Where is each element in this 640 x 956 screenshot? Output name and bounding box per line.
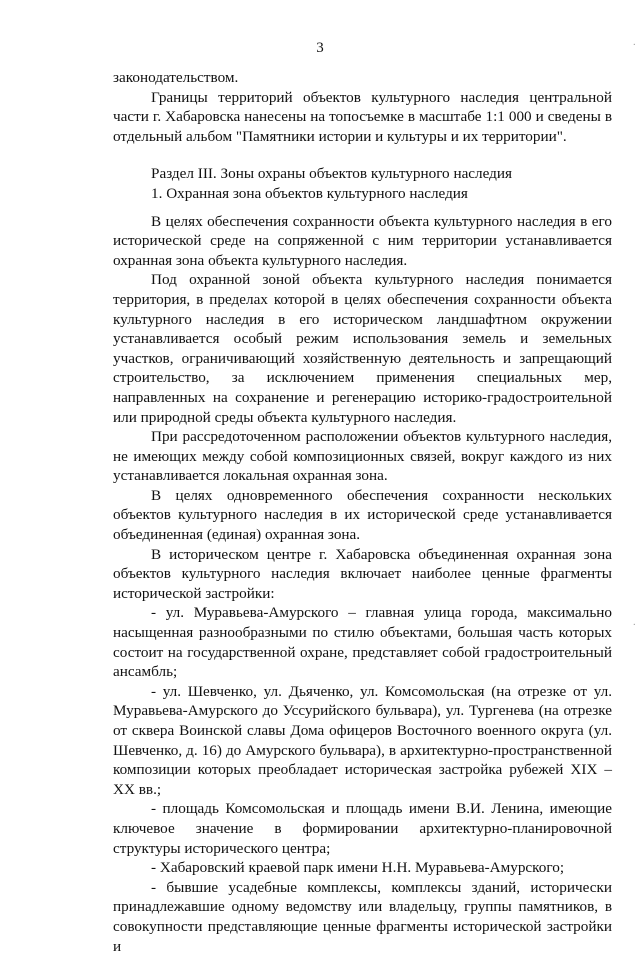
- subsection-heading: 1. Охранная зона объектов культурного наследия: [151, 184, 468, 202]
- paragraph: Под охранной зоной объекта культурного наследия понимается территория, в пределах которой в целях обеспечения сохранности объекта культурного наследия в его историческом ландшафтном окружении устанавливается особый режим использования земель и земельных участков, ограничивающий хозяйственную деятельность и запрещающий строительство, за исключением применения специальных мер, направленных на сохранение и регенерацию историко-градостроительной или природной среды объекта культурного наследия.: [113, 271, 612, 426]
- scan-margin-mark: ·: [632, 620, 636, 631]
- list-item: - ул. Муравьева-Амурского – главная улица города, максимально насыщенная разнообразными по стилю объектами, большая часть которых состоит на государственной охране, представляет собой градостроительный ансамбль;: [113, 604, 612, 681]
- list-item: - площадь Комсомольская и площадь имени В.И. Ленина, имеющие ключевое значение в формировании архитектурно-планировочной структуры исторического центра;: [113, 800, 612, 857]
- list-item: - Хабаровский краевой парк имени Н.Н. Муравьева-Амурского;: [151, 859, 565, 877]
- paragraph-boundaries: Границы территорий объектов культурного наследия центральной части г. Хабаровска нанесены на топосъемке в масштабе 1:1 000 и сведены в отдельный альбом "Памятники истории и культуры и их территории".: [113, 88, 612, 145]
- paragraph-continuation: законодательством.: [113, 69, 239, 86]
- list-item: - бывшие усадебные комплексы, комплексы зданий, исторически принадлежавшие одному ведомству или владельцу, группы памятников, в совокупности представляющие ценные фрагменты исторической застройки и: [113, 878, 612, 955]
- paragraph: В целях обеспечения сохранности объекта культурного наследия в его исторической среде на сопряженной с ним территории устанавливается охранная зона объекта культурного наследия.: [113, 212, 612, 269]
- paragraph: При рассредоточенном расположении объектов культурного наследия, не имеющих между собой композиционных связей, вокруг каждого из них устанавливается локальная охранная зона.: [113, 428, 612, 485]
- list-item: - ул. Шевченко, ул. Дьяченко, ул. Комсомольская (на отрезке от ул. Муравьева-Амурского до Уссурийского бульвара), ул. Тургенева (на отрезке от сквера Воинской славы Дома офицеров Восточного военного округа (ул. Шевченко, д. 16) до Амурского бульвара), в архитектурно-пространственной композиции которых преобладает историческая застройка рубежей XIX – XX вв.;: [113, 682, 612, 798]
- paragraph: В историческом центре г. Хабаровска объединенная охранная зона объектов культурного наследия включает наиболее ценные фрагменты исторической застройки:: [113, 545, 612, 602]
- section-heading: Раздел III. Зоны охраны объектов культурного наследия: [151, 165, 513, 183]
- document-body: [113, 68, 612, 956]
- paragraph: В целях одновременного обеспечения сохранности нескольких объектов культурного наследия в их исторической среде устанавливается объединенная (единая) охранная зона.: [113, 486, 612, 544]
- scan-margin-mark: ·: [632, 40, 636, 51]
- page-number: 3: [316, 40, 324, 56]
